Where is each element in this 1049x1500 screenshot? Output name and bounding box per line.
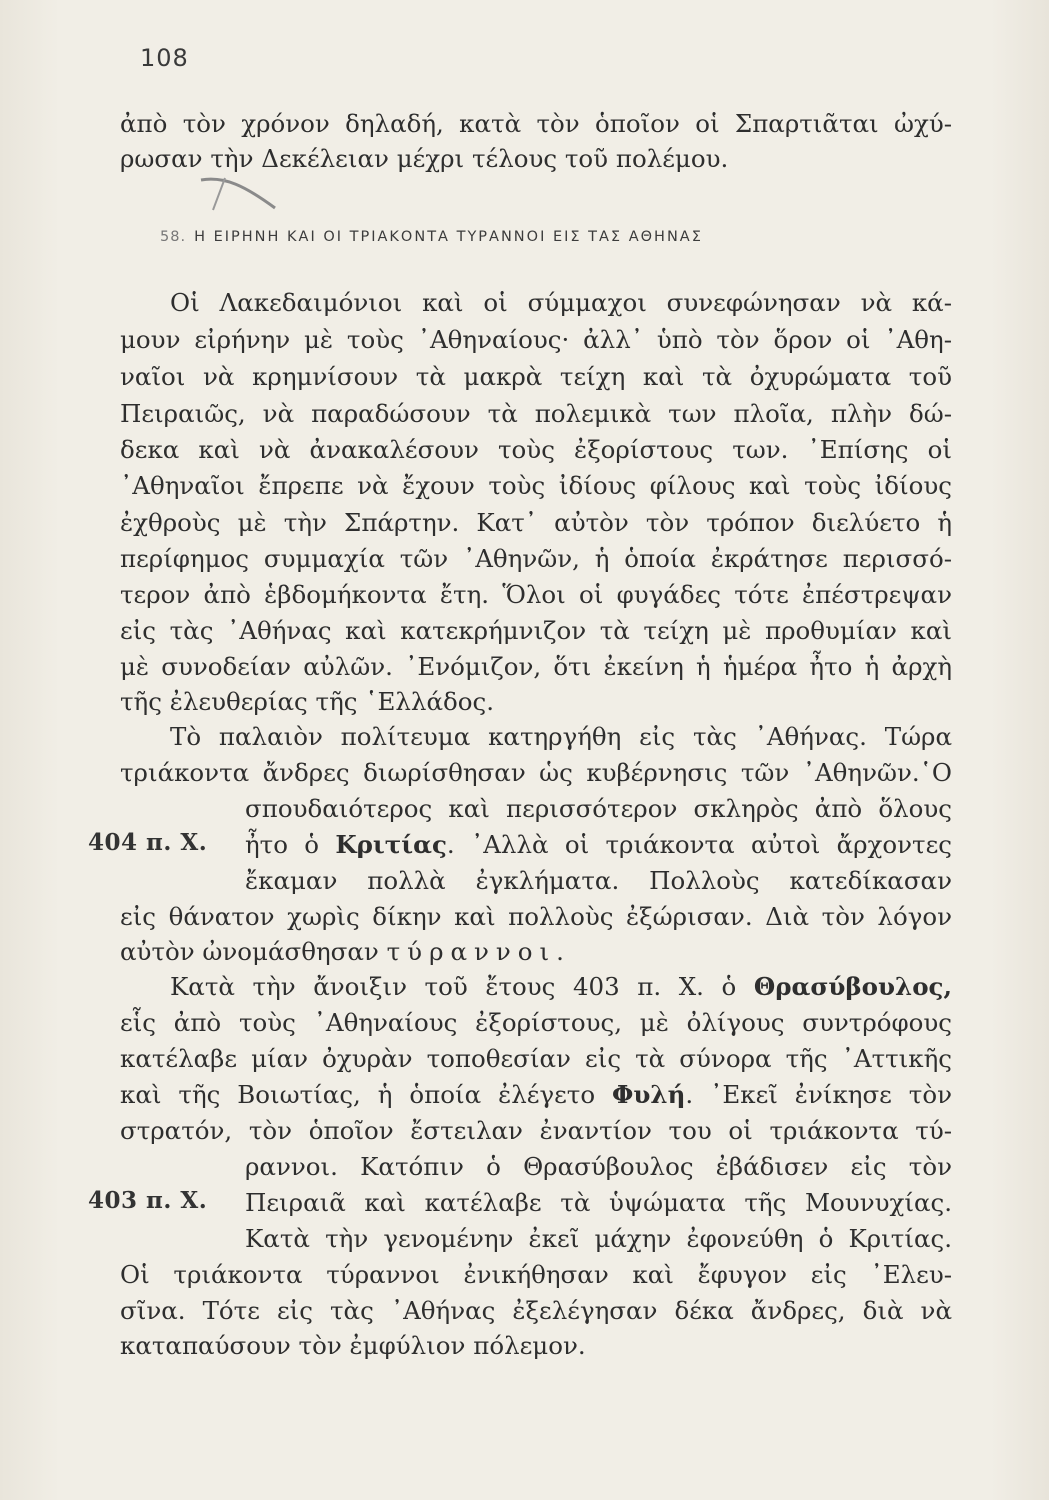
text-line: Οἱ τριάκοντα τύραννοι ἐνικήθησαν καὶ ἔφυγον εἰς ᾿Ελευ-	[120, 1260, 952, 1289]
name-kritias: Κριτίας	[335, 830, 447, 859]
text-line: δεκα καὶ νὰ ἀνακαλέσουν τοὺς ἐξορίστους των. ᾿Επίσης οἱ	[120, 435, 952, 464]
text-line: εἰς θάνατον χωρὶς δίκην καὶ πολλοὺς ἐξώρισαν. Διὰ τὸν λόγον	[120, 902, 952, 931]
margin-note-date: 403 π. Χ.	[88, 1187, 208, 1214]
text-line: στρατόν, τὸν ὁποῖον ἔστειλαν ἐναντίον του οἱ τριάκοντα τύ-	[120, 1116, 952, 1145]
text-fragment: Κατὰ τὴν ἄνοιξιν τοῦ ἔτους 403 π. Χ. ὁ	[170, 972, 754, 1001]
text-line: ἔκαμαν πολλὰ ἐγκλήματα. Πολλοὺς κατεδίκασαν	[245, 866, 952, 895]
name-fyli: Φυλή	[612, 1080, 686, 1109]
text-line: Πειραιᾶ καὶ κατέλαβε τὰ ὑψώματα τῆς Μουνυχίας.	[245, 1188, 952, 1217]
text-line: Πειραιῶς, νὰ παραδώσουν τὰ πολεμικὰ των πλοῖα, πλὴν δώ-	[120, 399, 952, 428]
text-line	[170, 972, 952, 1002]
text-line: μὲ συνοδείαν αὐλῶν. ᾿Ενόμιζον, ὅτι ἐκείνη ἡ ἡμέρα ἦτο ἡ ἀρχὴ	[120, 652, 952, 681]
text-fragment: . ᾿Εκεῖ ἐνίκησε τὸν	[685, 1080, 952, 1109]
text-line: ναῖοι νὰ κρημνίσουν τὰ μακρὰ τείχη καὶ τὰ ὀχυρώματα τοῦ	[120, 362, 952, 391]
section-number: 58.	[160, 229, 187, 245]
text-line: Κατὰ τὴν γενομένην ἐκεῖ μάχην ἐφονεύθη ὁ Κριτίας.	[245, 1224, 952, 1253]
text-line: τριάκοντα ἄνδρες διωρίσθησαν ὡς κυβέρνησις τῶν ᾿Αθηνῶν.῾Ο	[120, 758, 952, 787]
text-line: Οἱ Λακεδαιμόνιοι καὶ οἱ σύμμαχοι συνεφώνησαν νὰ κά-	[170, 288, 952, 317]
text-fragment: . ᾿Αλλὰ οἱ τριάκοντα αὐτοὶ ἄρχοντες	[446, 830, 953, 859]
text-line	[120, 1080, 952, 1110]
text-line: κατέλαβε μίαν ὀχυρὰν τοποθεσίαν εἰς τὰ σύνορα τῆς ᾿Αττικῆς	[120, 1044, 952, 1073]
margin-note-date: 404 π. Χ.	[88, 829, 208, 856]
text-line: εἷς ἀπὸ τοὺς ᾿Αθηναίους ἐξορίστους, μὲ ὀλίγους συντρόφους	[120, 1008, 952, 1037]
name-thrasyvoulos: Θρασύβουλος,	[753, 972, 952, 1001]
page-number: 108	[140, 44, 189, 72]
text-line: ἀπὸ τὸν χρόνον δηλαδή, κατὰ τὸν ὁποῖον οἱ Σπαρτιᾶται ὠχύ-	[120, 109, 952, 138]
text-line: τῆς ἐλευθερίας τῆς ῾Ελλάδος.	[120, 687, 494, 716]
text-line: ἐχθροὺς μὲ τὴν Σπάρτην. Κατ᾿ αὐτὸν τὸν τρόπον διελύετο ἡ	[120, 508, 952, 537]
section-title: Η ΕΙΡΗΝΗ ΚΑΙ ΟΙ ΤΡΙΑΚΟΝΤΑ ΤΥΡΑΝΝΟΙ ΕΙΣ ΤΑΣ ΑΘΗΝΑΣ	[194, 229, 703, 245]
text-line: ρωσαν τὴν Δεκέλειαν μέχρι τέλους τοῦ πολέμου.	[120, 144, 729, 173]
text-line: τερον ἀπὸ ἑβδομήκοντα ἔτη. Ὅλοι οἱ φυγάδες τότε ἐπέστρεψαν	[120, 580, 952, 609]
text-line: καταπαύσουν τὸν ἐμφύλιον πόλεμον.	[120, 1331, 586, 1360]
text-line: μουν εἰρήνην μὲ τοὺς ᾿Αθηναίους· ἀλλ᾿ ὑπὸ τὸν ὅρον οἱ ᾿Αθη-	[120, 325, 952, 354]
text-line: εἰς τὰς ᾿Αθήνας καὶ κατεκρήμνιζον τὰ τείχη μὲ προθυμίαν καὶ	[120, 616, 952, 645]
spaced-word: τύραννοι.	[386, 937, 571, 966]
text-fragment: καὶ τῆς Βοιωτίας, ἡ ὁποία ἐλέγετο	[120, 1080, 613, 1109]
text-line	[120, 937, 571, 967]
text-fragment: ἦτο ὁ	[245, 830, 336, 859]
text-fragment: αὐτὸν ὠνομάσθησαν	[120, 937, 387, 966]
text-line: ᾿Αθηναῖοι ἔπρεπε νὰ ἔχουν τοὺς ἰδίους φίλους καὶ τοὺς ἰδίους	[120, 471, 952, 500]
text-line: ραννοι. Κατόπιν ὁ Θρασύβουλος ἐβάδισεν εἰς τὸν	[245, 1152, 952, 1181]
text-line	[245, 830, 952, 860]
text-line: σῖνα. Τότε εἰς τὰς ᾿Αθήνας ἐξελέγησαν δέκα ἄνδρες, διὰ νὰ	[120, 1296, 952, 1325]
text-line: περίφημος συμμαχία τῶν ᾿Αθηνῶν, ἡ ὁποία ἐκράτησε περισσό-	[120, 544, 952, 573]
text-line: σπουδαιότερος καὶ περισσότερον σκληρὸς ἀπὸ ὅλους	[245, 794, 952, 823]
text-line: Τὸ παλαιὸν πολίτευμα κατηργήθη εἰς τὰς ᾿Αθήνας. Τώρα	[170, 722, 952, 751]
pencil-mark-icon	[195, 170, 285, 215]
section-heading	[160, 229, 895, 245]
